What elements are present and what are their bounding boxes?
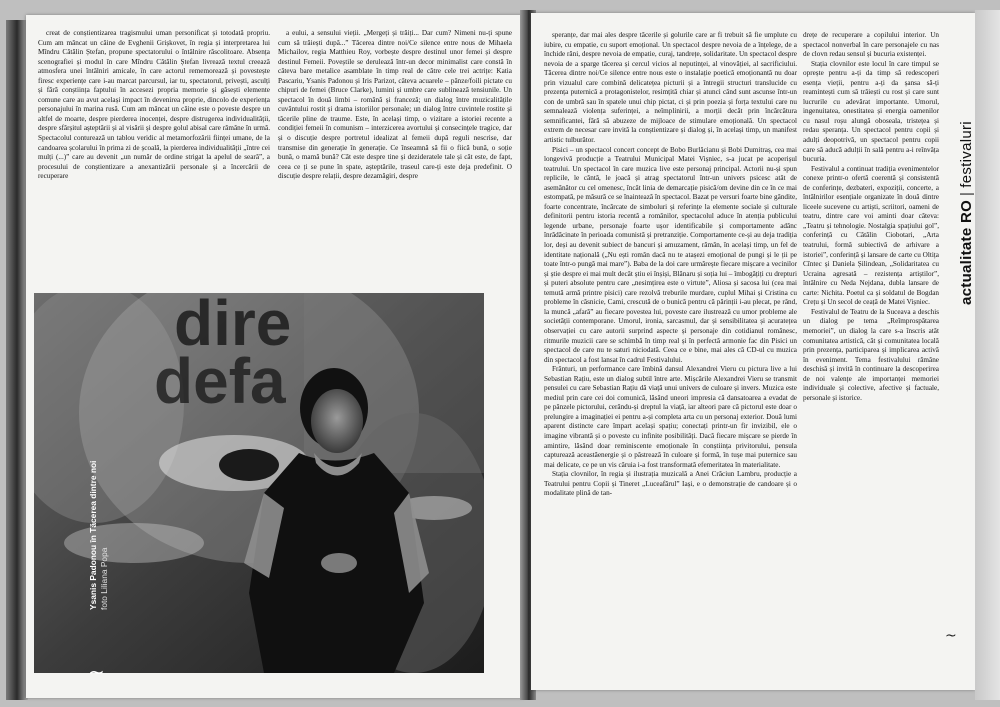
right-page bbox=[531, 13, 975, 690]
left-page-edge bbox=[6, 20, 28, 700]
column-2-text: a eului, a sensului vieții. „Mergeți și trăiți... Dar cum? Nimeni nu-ți spune cum să trăiești după...” Tăcerea dintre noi/Ce silence entre nous de Mihaela Michailov, regia Matthieu Roy, vorbește despre destinul unor femei și despre destinul Femeii. Poveștile se derulează într-un decor minimalist care constă în câteva bare metalice asamblate în timp real de către cele trei actrițe: Katia Pascariu, Ysanis Padonou și Iris Parizot, câteva acuarele – pânze/foili pictate cu chipuri de femei (Bruce Clarke), lumini și umbre care sublinează tensiunile. Un spectacol în două limbi – română și franceză; un dialog între muzicalitățile cuvântului rostit și drama istoriilor personale; un dialog între cuvintele rostite și tăcerile pline de traume. Este, în același timp, o vizitare a istoriei recente a condiției femeii în comunism – interzicerea avortului și consecințele tragice, dar și o discuție despre portretul idealizat al femeii după reguli nescrise, dar transmise din generație în generație. Ce înseamnă să fii o fiică bună, o soție bună, o mamă bună? Cât este despre tine și dezideratele tale și cât este, de fapt, ceea ce ți se pune în spate, așteptările, traseul care-ți este deja predefinit. O discuție despre relații, despre dezamăgiri, despre bbox=[278, 29, 512, 181]
photo-credit: foto Liliana Popa bbox=[99, 547, 109, 610]
column-1-text: creat de conștientizarea tragismului uman personificat și totodată propriu. Cum am mâncat un câine de Evghenii Grișkovet, în regia și interpretarea lui Mîndru Cătălin Ștefan, propune spectatorului o întâlnire răscolitoare. Absența scenografiei și modul în care Mîndru Cătălin Ștefan livrează textul creează atmosfera unei întâlniri amicale, în care actorul rememorează și povestește firesc experiențe care i-au marcat parcursul, iar tu, spectatorul, privești, asculți și fără conștiința faptului în accesezi propria memorie și găsești elemente comune care au avut același impact în devenirea proprie, dincolo de experiența personajului în marina rusă. Cum am mâncat un câine este o poveste despre un altfel de moarte, despre pierderea inocenței, despre distrugerea individualității, despre sfârșitul așteptării și al visării și despre golul abisal care rămâne în urmă. Spectacolul conturează un tablou veridic al metamorfozării ființei umane, de la candoarea școlarului în prima zi de școală, la pierderea individualității „între cei mulți (...)” care au devenit „un număr de ordine strigat la apelul de seară”, a procesului de conștientizare a anexantizării personale și a încercării de recuperare bbox=[38, 29, 270, 181]
section-label-main: actualitate RO bbox=[958, 199, 975, 305]
photo-backdrop-lettering-2: defa bbox=[154, 345, 286, 417]
article-end-mark: ~ bbox=[945, 628, 957, 644]
column-4-paragraph-3: Festivalul a continuat tradiția evenimentelor conexe printr-o ofertă coerentă și consistentă de conferințe, dezbateri, expoziții, concerte, a întâlnirilor esențiale organizate în două dintre liceele sucevene cu artiști, scriitori, oameni de teatru, dintre care voi aminti doar câteva: „Teatru și tehnologie. Nostalgia spațiului gol”, conferință cu Cătălin Ciobotari, „Arta teatrului, formă subiectivă de arhivare a istoriei”, conferință și lansare de carte cu Oltița Cîntec și Daniela Șilindean, „Solidaritatea cu Ucraina agresată – rezistența artiștilor”, întâlnire cu Neda Nejdana, dubla lansare de carte: Nichita. Poetul ca și soldatul de Bogdan Crețu și Un secol de ceață de Matei Vișniec. bbox=[803, 164, 939, 307]
section-label-separator: | bbox=[958, 191, 975, 196]
text-column-1 bbox=[38, 29, 270, 299]
photo-caption bbox=[88, 461, 110, 610]
text-column-3 bbox=[544, 31, 797, 671]
column-4-paragraph-2: Stația clovnilor este locul în care timpul se oprește pentru a-ți da timp să redescoperi esența vieții, pentru a-ți da șansa să-ți reamintești cum să trăiești cu rost și care sunt lucrurile cu adevărat importante. Umorul, ingenuitatea, onestitatea și energia oamenilor cu nasul roșu alungă oboseala, tristețea și redau speranța. Un spectacol pentru copii și adulți deopotrivă, un spectacol pentru copii care să aducă adulții în sală pentru a-i reînvăța bucuria. bbox=[803, 59, 939, 164]
column-3-paragraph-4: Stația clovnilor, în regia și ilustrația muzicală a Anei Crăciun Lambru, producție a Teatrului pentru Copii și Tineret „Luceafărul” Iași, e o demonstrație de candoare și o modalitate plină de tan- bbox=[544, 470, 797, 498]
column-4-paragraph-1: drețe de recuperare a copilului interior. Un spectacol nonverbal în care personajele cu nas de clovn redau sensul și bucuria existenței. bbox=[803, 31, 939, 59]
caption-text: Ysanis Padonou în Tăcerea dintre noi bbox=[88, 460, 98, 610]
section-label-sub: festivaluri bbox=[958, 121, 975, 188]
actress-face bbox=[311, 389, 363, 453]
column-4-paragraph-4: Festivalul de Teatru de la Suceava a deschis un dialog pe tema „Reîmprospătarea memoriei”, un dialog la care s-a înscris atât comunitatea artistică, cât și comunitatea locală prin prezența, participarea și implicarea activă în eveniment. Tema festivalului rămâne deschisă și invită în continuare la descoperirea de noi valențe ale importanței memoriei individuale și colective, afective și factuale, personale și istorice. bbox=[803, 307, 939, 402]
caption-tilde-mark: ~ bbox=[88, 660, 105, 684]
right-page-edge bbox=[975, 10, 1000, 700]
text-column-4 bbox=[803, 31, 939, 637]
text-column-2 bbox=[278, 29, 512, 299]
column-3-paragraph-2: Pisici – un spectacol concert concept de Bobo Burlăcianu și Bobi Dumitraș, cea mai longevivă producție a Teatrului Municipal Matei Vișniec, s-a jucat pe acoperișul teatrului. Un spectacol în care muzica live este personaj principal. Actorii nu-și spun replicile, le cântă, le joacă și atrag spectatorul într-un univers psicesc atât de asemănător cu cel omenesc, încât linia de demarcație pisică/om devine din ce în ce mai estompată, pe măsură ce se înaintează în spectacol. Bazat pe versuri foarte bine gândite, foarte concentrate, încărcate de simboluri și referințe la elemente sociale și culturale definitorii pentru istoria recentă a românilor, spectacolul aduce în atenția publicului legende urbane, personaje foarte ușor identificabile și comportamente adânc înrădăcinate în perioada comunistă și pretranziție. Comportamente ce-și au deja tradiția lor, deși au devenit subiect de bancuri și amuzament, rămân, în același timp, un fel de identitate națională („Nu ești român dacă nu te atașezi emoțional de pungi și le ții pe toate într-o pungă mai mare”). Baba de la doi care urmărește fiecare mișcare a vecinilor și știe despre ei mai mult decât știu ei înșiși, Blănaru și soția lui – îmbogățiți cu drepturi și puteri absolute pentru care „nesimțirea este o virtute”, Aliosa și sacosa lui (cea mai temută armă printre pisici) care rezolvă treburile murdare, cuplul Mihai și Cristina cu probleme în căsnicie, Cami, crescută de o bunică pentru că părinții i-au plecat, pe rând, la muncă „afară” au fiecare povestea lui, poveste care ilustrează cu umor probleme ale societății contemporane. Umorul, ironia, sarcasmul, dar și sensibilitatea și acuratețea observației cu care autorii surprind aspecte și personaje din cotidianul românesc, ritmurile muzicii care se schimbă în timp real și în perfectă armonie fac din Pisici un spectacol de care nu te saturi niciodată. Ceea ce e bine, mai ales că CD-ul cu muzica din spectacol a fost lansat în cadrul Festivalului. bbox=[544, 145, 797, 364]
column-3-paragraph-3: Frânturi, un performance care îmbină dansul Alexandrei Vieru cu pictura live a lui Sebastian Rațiu, este un dialog subtil între arte. Mișcările Alexandrei Vieru se transmit pensulei cu care Sebastian Rațiu dă viață unui univers de culoare și invers. Muzica este mediul prin care cei doi comunică, lăsând uneori impresia că dansatoarea a evadat de pe pânzele pictorului, cerându-și dreptul la viață, iar alteori pare că pictorul este doar o prelungire a imaginației ei pentru a-și completa arta cu un personaj exterior. Două lumi aparent distincte care împart același spațiu; conectați printr-un fir invizibil, ele o imagine vibrantă și o poveste cu infinite posibilități. Dacă fiecare mișcare se pierde în amintire, lăsând doar reminiscente emoționale în conștiința privitorului, pensula capturează aceastăenergie și o păstrează în culoare și formă, în tușe mai puternice sau mai delicate, ce pe un vis căruia i-a fost transformată efemeritatea în materialitate. bbox=[544, 365, 797, 469]
column-3-paragraph-1: speranțe, dar mai ales despre tăcerile și golurile care ar fi trebuit să fie umplute cu iubire, cu empatie, cu suport emoțional. Un spectacol despre nevoia de a înțelege, de a închide răni, despre nevoia de empatie, curaj, tandrețe, solidaritate. Un spectacol despre nevoia de a sparge tăcerea și cercul vicios al neputinței, al vinovăției, al sacrificiului. Tăcerea dintre noi/Ce silence entre nous este o instalație poetică emoționantă nu doar prin vizualul care combină delicatețea picturii și a întregii structuri translucide cu prezența puternică a protagonistelor, resimțită chiar și atunci când sunt ascunse într-un con de umbră sau în spatele unui chip pictat, ci și prin poezia și forța textului care nu semnalează violența suferinței, a neîmplinirii, a morții decât prin încărcătura semnificantei, fără să abuzeze de mijloace de stimulare emoțională. Un spectacol extrem de necesar care invită la conștientizare și dialog și, în același timp, un manifest artistic tulburător. bbox=[544, 31, 797, 145]
section-label bbox=[958, 121, 975, 305]
photo-backdrop-lettering: dire bbox=[174, 293, 292, 359]
